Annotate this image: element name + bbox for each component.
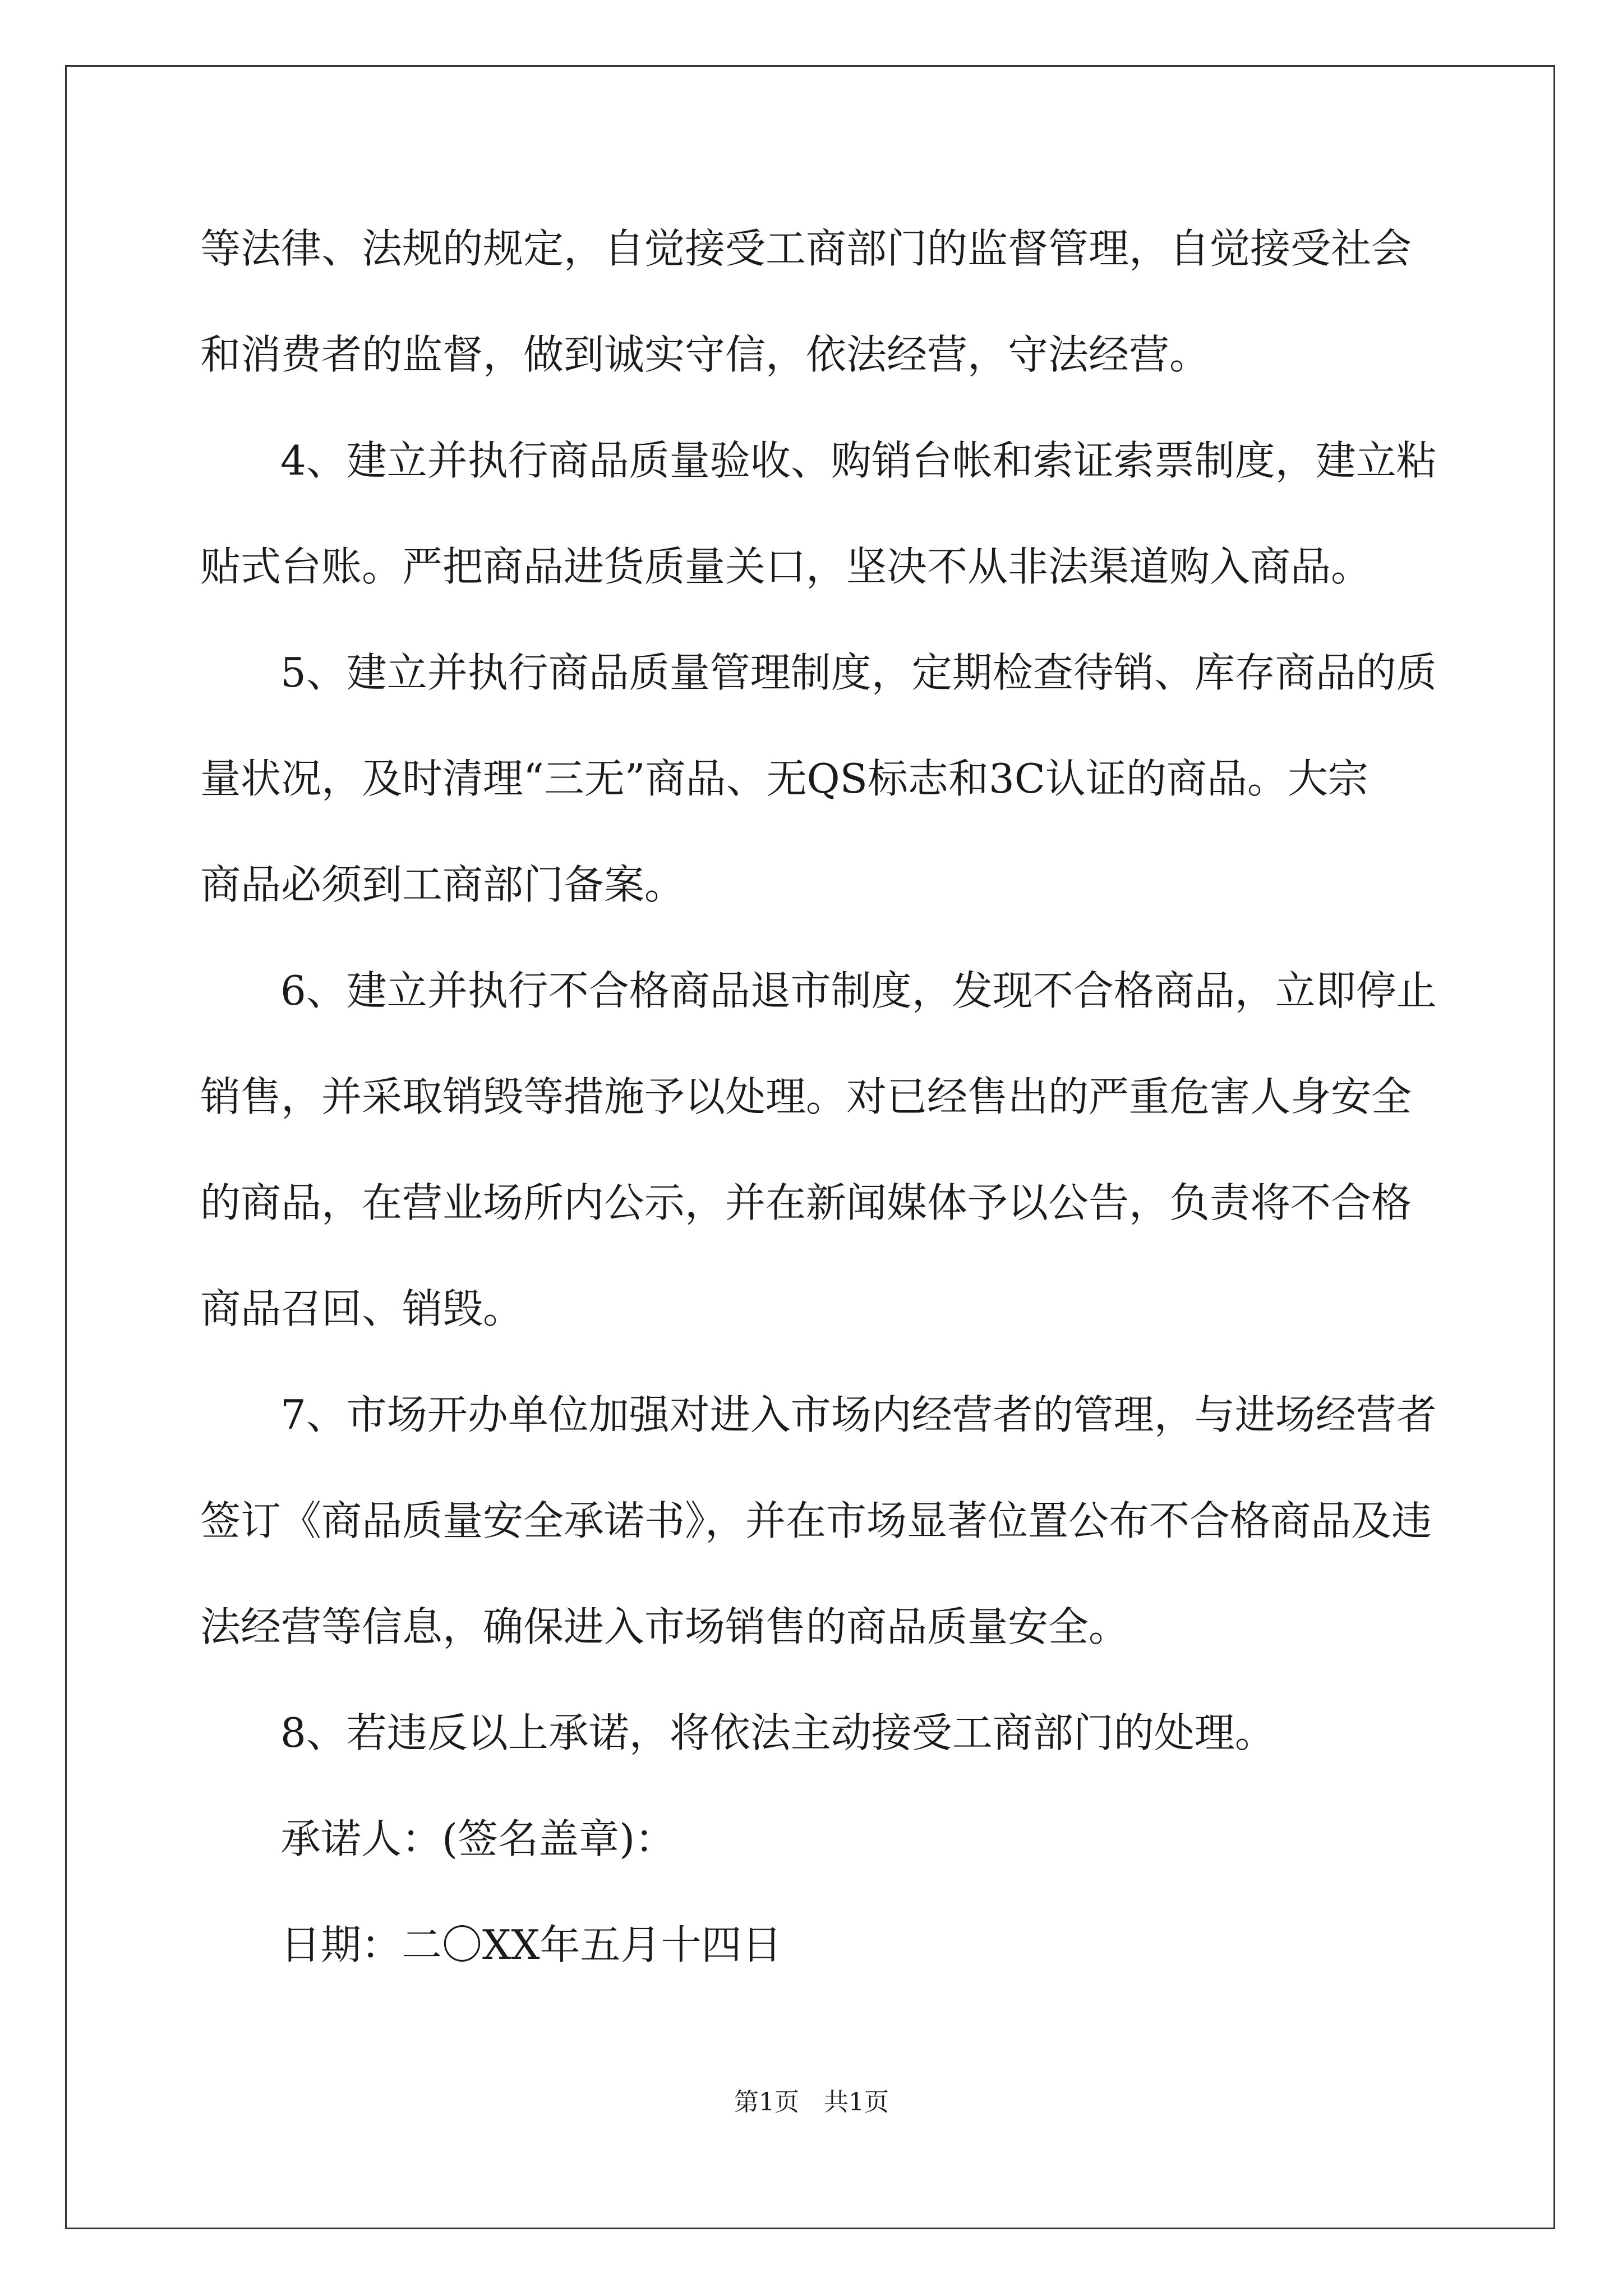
text-line: 商品召回、销毁。 — [200, 1285, 524, 1332]
date-line: 日期：二〇XX年五月十四日 — [280, 1921, 782, 1968]
text-line: 销售，并采取销毁等措施予以处理。对已经售出的严重危害人身安全 — [200, 1073, 1412, 1120]
text-line: 和消费者的监督，做到诚实守信，依法经营，守法经营。 — [200, 331, 1210, 378]
signature-line: 承诺人：(签名盖章)： — [280, 1815, 676, 1862]
text-line: 量状况，及时清理“三无”商品、无QS标志和3C认证的商品。大宗 — [200, 755, 1368, 802]
text-line: 4、建立并执行商品质量验收、购销台帐和索证索票制度，建立粘 — [280, 437, 1437, 484]
page-number: 第1页 共1页 — [734, 2088, 889, 2116]
text-line: 8、若违反以上承诺，将依法主动接受工商部门的处理。 — [280, 1709, 1275, 1756]
text-line: 的商品，在营业场所内公示，并在新闻媒体予以公告，负责将不合格 — [200, 1179, 1412, 1226]
text-line: 5、建立并执行商品质量管理制度，定期检查待销、库存商品的质 — [280, 649, 1437, 696]
page-border — [65, 65, 1555, 2229]
text-line: 等法律、法规的规定，自觉接受工商部门的监督管理，自觉接受社会 — [200, 225, 1412, 272]
text-line: 签订《商品质量安全承诺书》，并在市场显著位置公布不合格商品及违 — [200, 1497, 1432, 1544]
text-line: 6、建立并执行不合格商品退市制度，发现不合格商品，立即停止 — [280, 967, 1437, 1014]
text-line: 商品必须到工商部门备案。 — [200, 861, 685, 908]
text-line: 法经营等信息，确保进入市场销售的商品质量安全。 — [200, 1603, 1129, 1650]
text-line: 7、市场开办单位加强对进入市场内经营者的管理，与进场经营者 — [280, 1391, 1437, 1438]
text-line: 贴式台账。严把商品进货质量关口，坚决不从非法渠道购入商品。 — [200, 543, 1372, 590]
